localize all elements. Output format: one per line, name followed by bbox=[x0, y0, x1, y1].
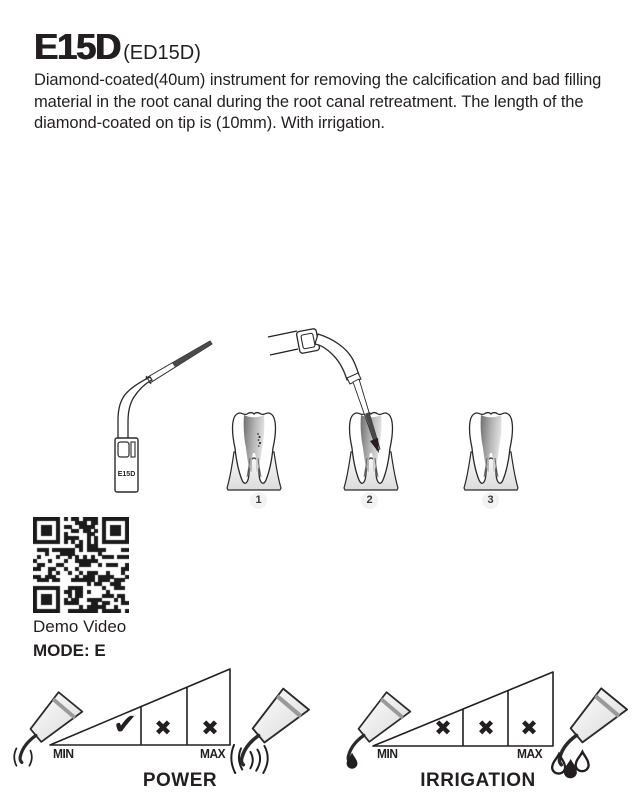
page-header bbox=[34, 26, 201, 68]
tip-illustration bbox=[70, 326, 220, 502]
product-description: Diamond-coated(40um) instrument for removing the calcification and bad filling material in the root canal during the root canal retreatment. The length of the diamond-coated on tip is (10mm). With irrigation. bbox=[34, 71, 602, 132]
mode-label: MODE: E bbox=[33, 641, 106, 660]
power-title: POWER bbox=[142, 770, 218, 791]
model-variant: (ED15D) bbox=[123, 42, 201, 64]
irrigation-max-label: MAX bbox=[517, 746, 543, 761]
handpiece-single-drop-icon bbox=[340, 690, 418, 772]
irrigation-zone-1-cross-icon: ✖ bbox=[434, 716, 452, 740]
power-min-label: MIN bbox=[53, 746, 74, 761]
handpiece-strong-vibration-icon bbox=[234, 686, 316, 778]
irrigation-zone-3-cross-icon: ✖ bbox=[520, 716, 538, 740]
tooth-step-3 bbox=[461, 408, 521, 494]
power-max-label: MAX bbox=[200, 746, 226, 761]
irrigation-title: IRRIGATION bbox=[420, 770, 536, 791]
handpiece-in-canal-illustration bbox=[268, 322, 392, 462]
irrigation-zone-2-cross-icon: ✖ bbox=[477, 716, 495, 740]
step-number-badge: 1 bbox=[250, 492, 267, 509]
step-number-badge: 2 bbox=[361, 492, 378, 509]
qr-code bbox=[33, 517, 129, 613]
handpiece-weak-vibration-icon bbox=[12, 690, 90, 770]
power-zone-1-check-icon: ✔ bbox=[112, 707, 138, 741]
irrigation-min-label: MIN bbox=[377, 746, 398, 761]
model-name: E15D bbox=[34, 26, 121, 67]
handpiece-many-drops-icon bbox=[551, 686, 635, 780]
power-zone-3-cross-icon: ✖ bbox=[201, 716, 219, 740]
step-number-badge: 3 bbox=[482, 492, 499, 509]
power-zone-2-cross-icon: ✖ bbox=[154, 716, 172, 740]
tip-base-label: E15D bbox=[117, 471, 136, 478]
qr-caption: Demo Video bbox=[33, 617, 127, 636]
